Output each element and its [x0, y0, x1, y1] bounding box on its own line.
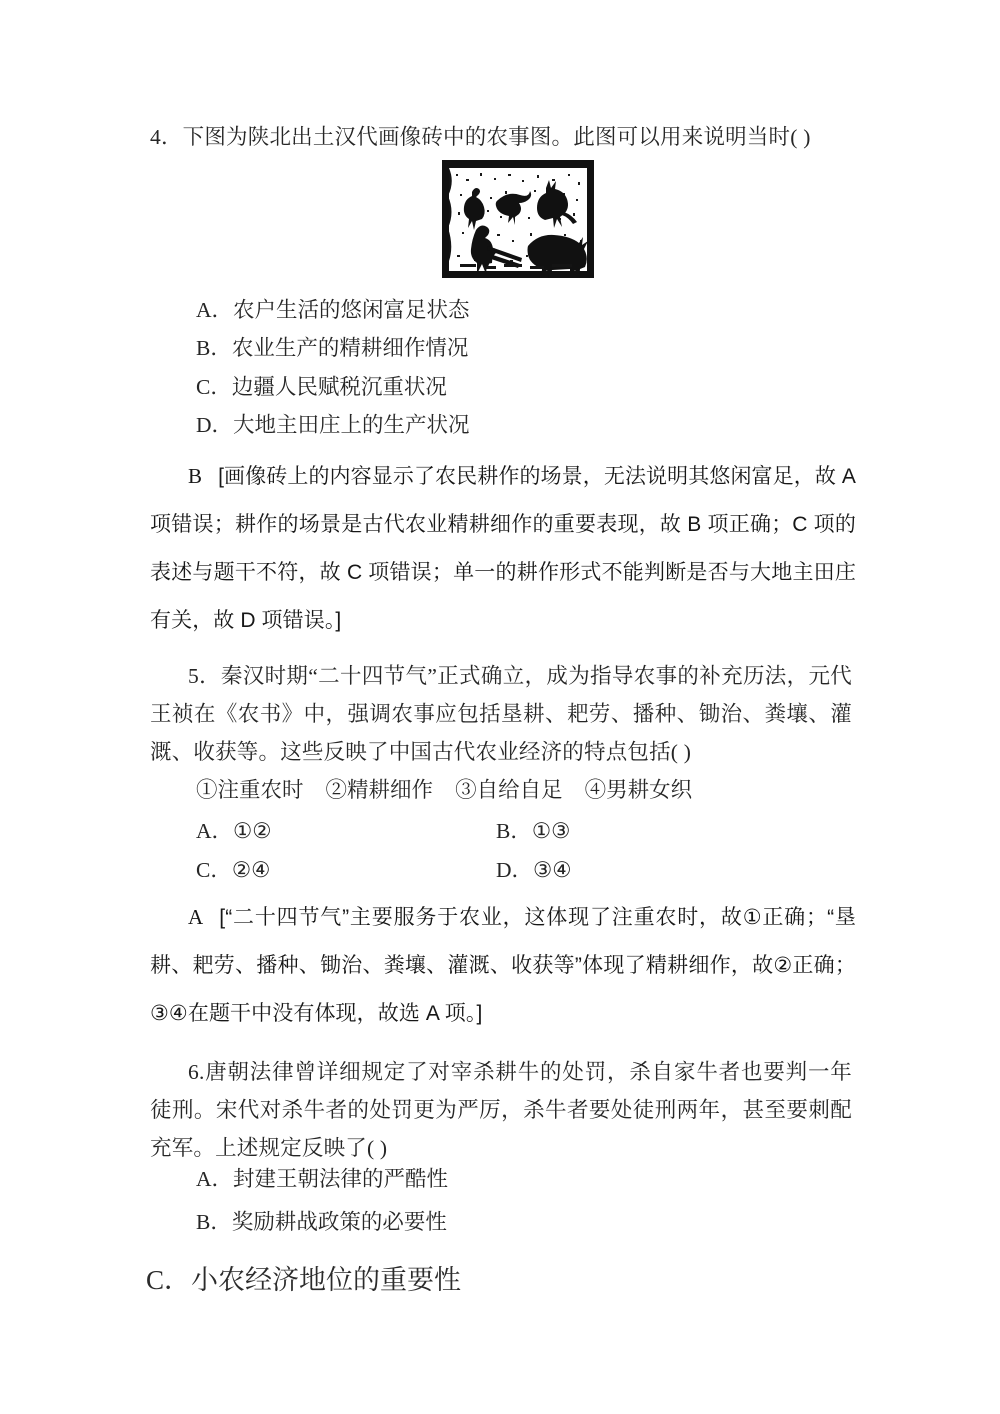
numbered-item-3-marker: ③	[455, 778, 477, 802]
question-4-option-b	[196, 330, 468, 366]
numbered-item-1-text: 注重农时	[217, 778, 304, 802]
numbered-item-1-marker: ①	[196, 778, 218, 802]
question-6-stem: 6.唐朝法律曾详细规定了对宰杀耕牛的处罚，杀自家牛者也要判一年徒刑。宋代对杀牛者的处罚更为严厉，杀牛者要处徒刑两年，甚至要刺配充军。上述规定反映了( )	[150, 1060, 852, 1160]
numbered-item-1	[196, 778, 304, 802]
numbered-item-4	[585, 778, 693, 802]
option-c-text: 边疆人民赋税沉重状况	[231, 375, 447, 399]
numbered-item-4-text: 男耕女织	[606, 778, 693, 802]
option-d-text: 大地主田庄上的生产状况	[233, 413, 470, 437]
question-5-explanation-text: [“二十四节气”主要服务于农业，这体现了注重农时，故①正确；“垦耕、耙劳、播种、锄治、粪壤、灌溉、收获等”体现了精耕细作，故②正确；③④在题干中没有体现，故选 A 项。]	[150, 906, 856, 1025]
option-b-text: 农业生产的精耕细作情况	[231, 336, 469, 360]
question-4-explanation-text: [画像砖上的内容显示了农民耕作的场景，无法说明其悠闲富足，故 A 项错误；耕作的场景是古代农业精耕细作的重要表现，故 B 项正确；C 项的表述与题干不符，故 C 项错误；单一的耕作形式不能判断是否与大地主田庄有关，故 D 项错误。]	[150, 465, 856, 632]
question-5-option-c	[196, 852, 270, 888]
question-5-option-a	[196, 813, 272, 849]
numbered-item-2-text: 精耕细作	[347, 778, 434, 802]
question-5-stem: 5．秦汉时期“二十四节气”正式确立，成为指导农事的补充历法，元代王祯在《农书》中，强调农事应包括垦耕、耙劳、播种、锄治、粪壤、灌溉、收获等。这些反映了中国古代农业经济的特点包括( )	[150, 664, 852, 764]
question-6-option-b	[196, 1204, 447, 1240]
question-4-explanation	[150, 452, 856, 645]
numbered-item-2	[326, 778, 434, 802]
question-5-option-b	[496, 813, 570, 849]
numbered-item-4-marker: ④	[584, 778, 607, 802]
question-5-answer: A	[188, 905, 204, 929]
option-d-label: D．	[496, 858, 534, 882]
option-c-label: C．	[196, 375, 232, 399]
option-b-label: B．	[496, 819, 532, 843]
option-c-text: 小农经济地位的重要性	[191, 1265, 462, 1295]
question-5-numbered-items	[196, 772, 714, 808]
option-a-text: ①②	[233, 819, 272, 843]
option-d-label: D．	[196, 413, 234, 437]
han-brick-rubbing-figure	[442, 160, 594, 278]
numbered-item-2-marker: ②	[325, 778, 348, 802]
question-4-option-c	[196, 369, 447, 405]
question-4-option-a	[196, 292, 470, 328]
option-a-text: 封建王朝法律的严酷性	[233, 1167, 449, 1191]
numbered-item-3	[455, 778, 563, 802]
option-a-label: A．	[196, 298, 234, 322]
option-a-text: 农户生活的悠闲富足状态	[233, 298, 470, 322]
option-b-text: ①③	[531, 819, 571, 843]
numbered-item-3-text: 自给自足	[476, 778, 563, 802]
option-a-label: A．	[196, 1167, 234, 1191]
question-4-answer: B	[188, 464, 203, 488]
question-4-stem: 4．下图为陕北出土汉代画像砖中的农事图。此图可以用来说明当时( )	[150, 125, 811, 149]
option-a-label: A．	[196, 819, 234, 843]
rubbing-image	[442, 160, 594, 278]
option-b-label: B．	[196, 336, 232, 360]
option-c-label: C．	[196, 858, 232, 882]
option-c-text: ②④	[231, 858, 271, 882]
option-b-text: 奖励耕战政策的必要性	[231, 1210, 447, 1234]
option-c-label: C．	[146, 1265, 192, 1295]
question-6-option-c	[146, 1262, 461, 1298]
option-d-text: ③④	[533, 858, 572, 882]
option-b-label: B．	[196, 1210, 232, 1234]
question-4-option-d	[196, 407, 470, 443]
question-5-option-d	[496, 852, 572, 888]
question-5-explanation	[150, 893, 856, 1038]
question-6-option-a	[196, 1161, 448, 1197]
